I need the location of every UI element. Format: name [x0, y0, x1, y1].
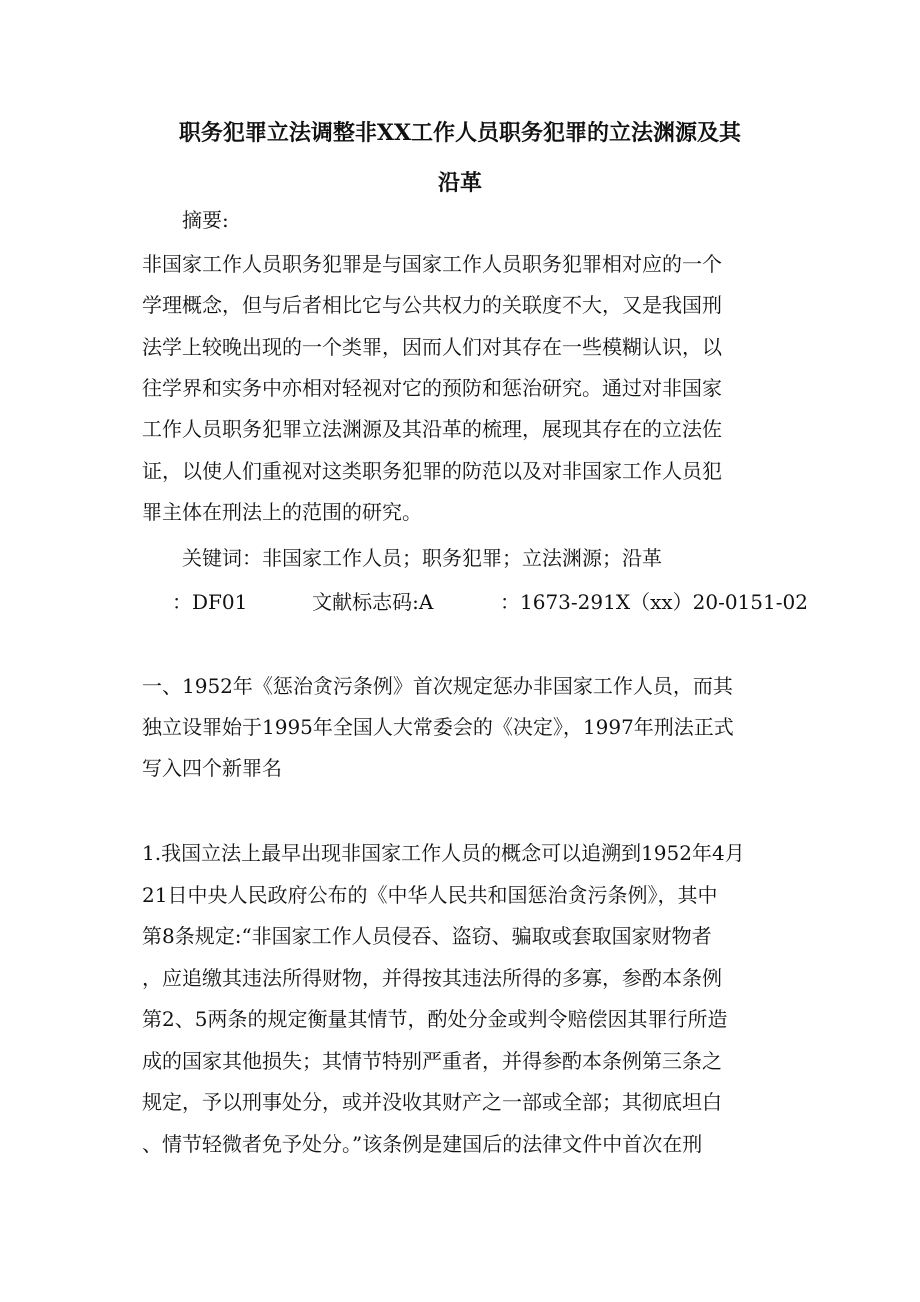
- paragraph-line: 成的国家其他损失；其情节特别严重者，并得参酌本条例第三条之: [142, 1049, 722, 1073]
- abstract-line: 证，以使人们重视对这类职务犯罪的防范以及对非国家工作人员犯: [142, 459, 722, 483]
- document-title: [140, 108, 780, 208]
- title-line: 职务犯罪立法调整非XX工作人员职务犯罪的立法渊源及其: [178, 120, 742, 146]
- abstract-line: 工作人员职务犯罪立法渊源及其沿革的梳理，展现其存在的立法佐: [142, 417, 722, 441]
- paragraph-line: 规定，予以刑事处分，或并没收其财产之一部或全部；其彻底坦白: [142, 1090, 722, 1114]
- document-code: 文献标志码:A: [312, 590, 434, 614]
- paragraph-line: 第2、5两条的规定衡量其情节，酌处分金或判令赔偿因其罪行所造: [142, 1007, 728, 1031]
- article-id: ：1673-291X（xx）20-0151-02: [500, 590, 808, 614]
- paragraph-line: 21日中央人民政府公布的《中华人民共和国惩治贪污条例》，其中: [142, 883, 718, 907]
- section-heading-line: 写入四个新罪名: [142, 756, 282, 780]
- paragraph-line: ，应追缴其违法所得财物，并得按其违法所得的多寡，参酌本条例: [142, 966, 722, 990]
- title-line: 沿革: [437, 170, 482, 196]
- abstract-line: 罪主体在刑法上的范围的研究。: [142, 500, 422, 524]
- classification-number: ：DF01: [172, 590, 248, 614]
- abstract-line: 非国家工作人员职务犯罪是与国家工作人员职务犯罪相对应的一个: [142, 252, 722, 276]
- abstract-line: 往学界和实务中亦相对轻视对它的预防和惩治研究。通过对非国家: [142, 376, 722, 400]
- paragraph-line: 1.我国立法上最早出现非国家工作人员的概念可以追溯到1952年4月: [142, 841, 745, 865]
- paragraph-line: 第8条规定:“非国家工作人员侵吞、盗窃、骗取或套取国家财物者: [142, 924, 712, 948]
- keywords: 关键词：非国家工作人员；职务犯罪；立法渊源；沿革: [182, 546, 662, 570]
- section-heading-line: 一、1952年《惩治贪污条例》首次规定惩办非国家工作人员，而其: [142, 674, 733, 698]
- abstract-label: 摘要:: [182, 208, 229, 232]
- abstract-line: 法学上较晚出现的一个类罪，因而人们对其存在一些模糊认识，以: [142, 335, 722, 359]
- paragraph-line: 、情节轻微者免予处分。”该条例是建国后的法律文件中首次在刑: [142, 1132, 703, 1156]
- section-heading-line: 独立设罪始于1995年全国人大常委会的《决定》，1997年刑法正式: [142, 715, 734, 739]
- abstract-line: 学理概念，但与后者相比它与公共权力的关联度不大，又是我国刑: [142, 293, 722, 317]
- article-meta: [172, 588, 808, 616]
